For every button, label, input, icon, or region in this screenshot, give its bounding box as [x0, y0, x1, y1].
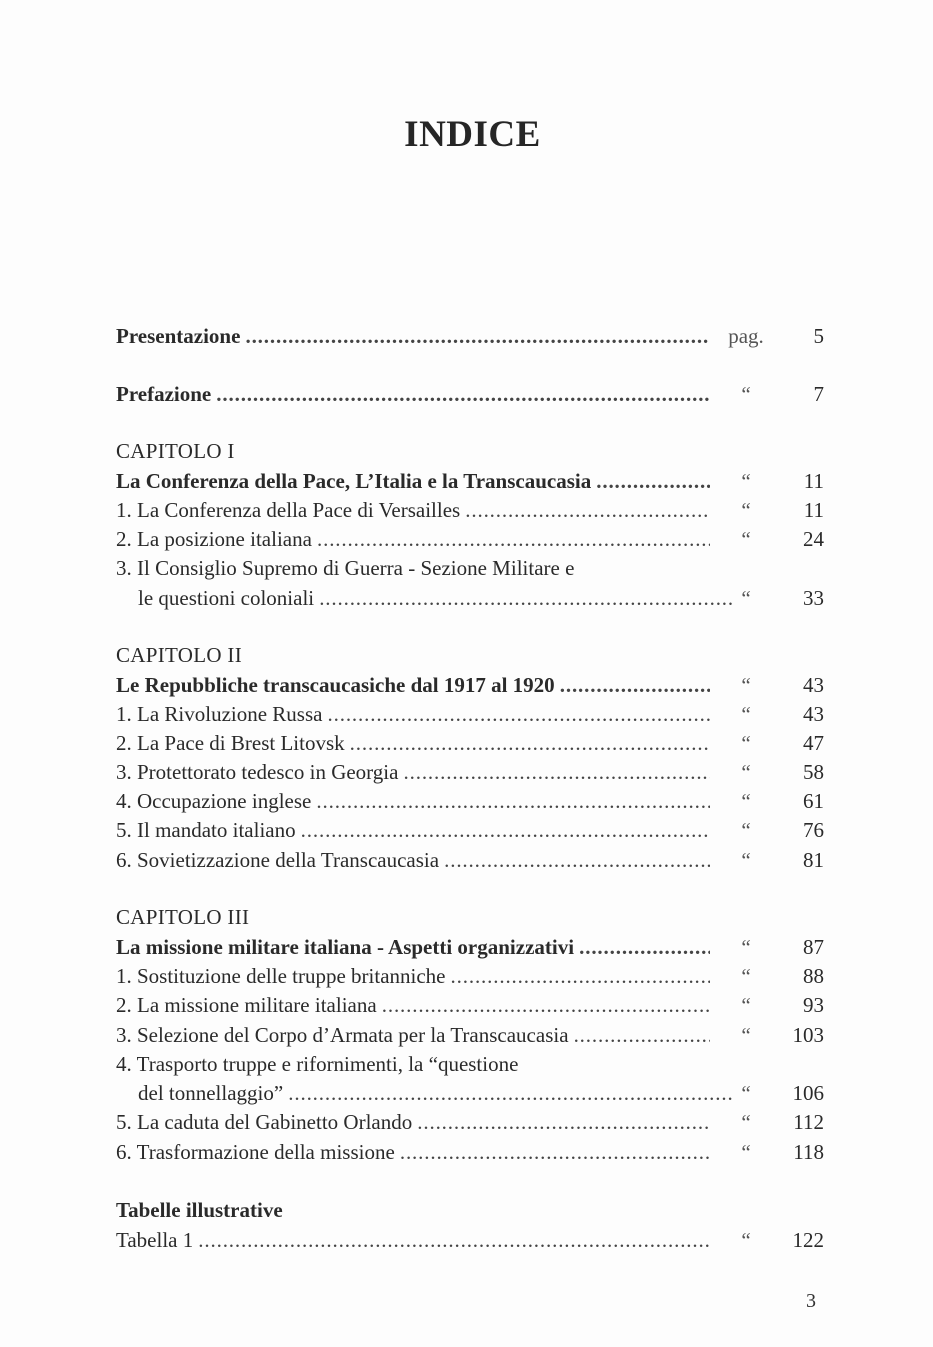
page-number-footer: 3 — [806, 1290, 816, 1312]
page-marker: “ — [741, 1081, 751, 1105]
entry-label: Le Repubbliche transcaucasiche dal 1917 al 1920 — [116, 673, 555, 697]
page-number: 81 — [803, 848, 824, 872]
entry-label: 1. La Rivoluzione Russa — [116, 702, 323, 726]
entry-label: La missione militare italiana - Aspetti organizzativi — [116, 935, 575, 959]
toc-entry[interactable] — [116, 1225, 828, 1255]
page-number: 47 — [803, 731, 824, 755]
page-marker: pag. — [728, 324, 764, 348]
page-number: 24 — [803, 527, 824, 551]
page-number: 43 — [803, 702, 824, 726]
toc-entry[interactable] — [116, 845, 828, 875]
page-number: 61 — [803, 789, 824, 813]
page-number: 11 — [803, 498, 824, 522]
page-number: 43 — [803, 673, 824, 697]
toc-entry[interactable] — [116, 1020, 828, 1050]
toc-entry[interactable] — [116, 524, 828, 554]
page-marker: “ — [741, 498, 751, 522]
toc-entry[interactable] — [116, 728, 828, 758]
toc-entry[interactable] — [116, 757, 828, 787]
page-marker: “ — [741, 993, 751, 1017]
page-number: 88 — [803, 964, 824, 988]
toc-entry-chapter-title[interactable] — [116, 932, 828, 962]
entry-label: 1. La Conferenza della Pace di Versailles — [116, 498, 461, 522]
entry-label: 2. La Pace di Brest Litovsk — [116, 731, 345, 755]
page-marker: “ — [741, 527, 751, 551]
entry-label: 2. La missione militare italiana — [116, 993, 377, 1017]
page-marker: “ — [741, 1228, 751, 1252]
toc-entry[interactable] — [116, 961, 828, 991]
page-marker: “ — [741, 1023, 751, 1047]
page-marker: “ — [741, 818, 751, 842]
page-number: 87 — [803, 935, 824, 959]
entry-label: del tonnellaggio” — [138, 1081, 284, 1105]
page-number: 106 — [792, 1081, 824, 1105]
entry-label: 6. Trasformazione della missione — [116, 1140, 395, 1164]
page-number: 7 — [813, 382, 824, 406]
page-marker: “ — [741, 1140, 751, 1164]
entry-label: 2. La posizione italiana — [116, 527, 312, 551]
section-heading-tabelle: Tabelle illustrative — [116, 1198, 283, 1222]
entry-label: 4. Occupazione inglese — [116, 789, 312, 813]
toc-entry-prefazione[interactable] — [116, 379, 828, 409]
page-marker: “ — [741, 469, 751, 493]
toc-entry[interactable] — [116, 1107, 828, 1137]
toc-entry[interactable] — [116, 1137, 828, 1167]
page-marker: “ — [741, 964, 751, 988]
entry-label: 3. Selezione del Corpo d’Armata per la Transcaucasia — [116, 1023, 569, 1047]
page-number: 5 — [813, 324, 824, 348]
page-number: 11 — [803, 469, 824, 493]
toc-entry[interactable] — [116, 1049, 828, 1079]
page-marker: “ — [741, 789, 751, 813]
toc-entry[interactable] — [116, 786, 828, 816]
toc-entry-continuation[interactable] — [116, 1078, 828, 1108]
page-marker: “ — [741, 1110, 751, 1134]
page-number: 103 — [792, 1023, 824, 1047]
page-number: 122 — [792, 1228, 824, 1252]
page-marker: “ — [741, 702, 751, 726]
toc-entry-chapter-title[interactable] — [116, 670, 828, 700]
entry-label: Tabella 1 — [116, 1228, 194, 1252]
toc-entry-chapter-title[interactable] — [116, 466, 828, 496]
entry-label: 6. Sovietizzazione della Transcaucasia — [116, 848, 440, 872]
entry-label: le questioni coloniali — [138, 586, 315, 610]
toc-entry-presentazione[interactable] — [116, 321, 828, 351]
toc-entry[interactable] — [116, 699, 828, 729]
page-marker: “ — [741, 848, 751, 872]
toc-entry[interactable] — [116, 495, 828, 525]
entry-label: 4. Trasporto truppe e rifornimenti, la “questione — [116, 1052, 519, 1076]
toc-entry[interactable] — [116, 990, 828, 1020]
page-marker: “ — [741, 731, 751, 755]
toc-entry-continuation[interactable] — [116, 583, 828, 613]
page-marker: “ — [741, 760, 751, 784]
page-number: 76 — [803, 818, 824, 842]
entry-label: 1. Sostituzione delle truppe britanniche — [116, 964, 446, 988]
page-marker: “ — [741, 673, 751, 697]
page-marker: “ — [741, 382, 751, 406]
entry-label: La Conferenza della Pace, L’Italia e la Transcaucasia — [116, 469, 592, 493]
page-number: 118 — [793, 1140, 824, 1164]
entry-label: Presentazione — [116, 324, 241, 348]
page-number: 33 — [803, 586, 824, 610]
page-number: 112 — [793, 1110, 824, 1134]
page-title: INDICE — [404, 114, 541, 155]
chapter-heading: CAPITOLO I — [116, 439, 235, 463]
entry-label: 3. Protettorato tedesco in Georgia — [116, 760, 399, 784]
page-number: 93 — [803, 993, 824, 1017]
entry-label: Prefazione — [116, 382, 212, 406]
page-marker: “ — [741, 586, 751, 610]
chapter-heading: CAPITOLO II — [116, 643, 242, 667]
toc-entry[interactable] — [116, 553, 828, 583]
toc-entry[interactable] — [116, 815, 828, 845]
entry-label: 5. Il mandato italiano — [116, 818, 296, 842]
page-marker: “ — [741, 935, 751, 959]
page-number: 58 — [803, 760, 824, 784]
chapter-heading: CAPITOLO III — [116, 905, 250, 929]
entry-label: 3. Il Consiglio Supremo di Guerra - Sezione Militare e — [116, 556, 575, 580]
entry-label: 5. La caduta del Gabinetto Orlando — [116, 1110, 413, 1134]
